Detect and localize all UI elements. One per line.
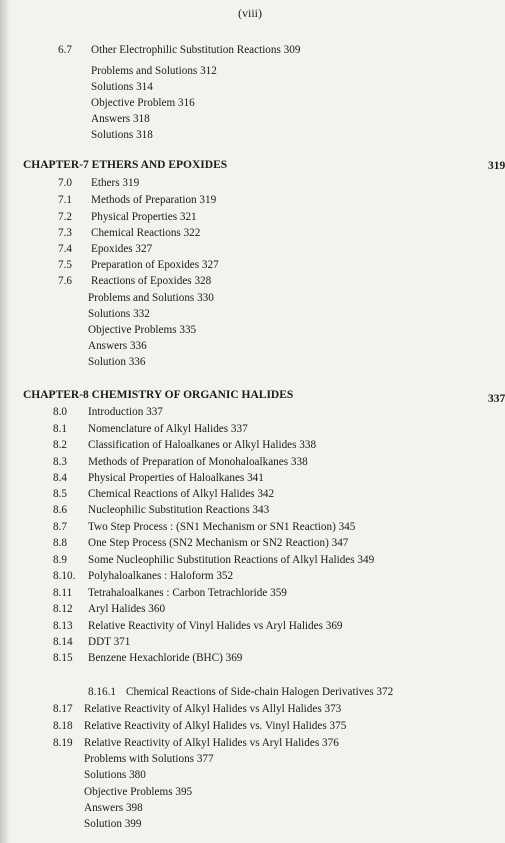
entry-number: 8.18 [53,720,73,732]
entry-title: Nucleophilic Substitution Reactions 343 [88,504,270,516]
entry-number: 8.8 [53,537,67,549]
entry-title: Relative Reactivity of Vinyl Halides vs Aryl Halides 369 [88,620,343,632]
entry-title: Solution 399 [84,818,142,830]
entry-number: 8.2 [53,439,67,451]
entry-title: Relative Reactivity of Alkyl Halides vs Allyl Halides 373 [84,703,342,715]
entry-title: Objective Problems 395 [84,786,193,798]
entry-title: Problems and Solutions 330 [88,292,214,304]
entry-title: Relative Reactivity of Alkyl Halides vs Aryl Halides 376 [84,737,339,749]
entry-title: Epoxides 327 [91,243,153,255]
entry-number: 8.3 [53,456,67,468]
entry-title: Problems with Solutions 377 [84,753,214,765]
entry-number: 8.5 [53,488,67,500]
entry-title: Benzene Hexachloride (BHC) 369 [88,652,243,664]
chapter-page: 319 [488,160,505,172]
entry-title: Objective Problems 335 [88,324,197,336]
entry-number: 6.7 [58,44,72,56]
chapter-heading [23,388,505,405]
entry-title: Solutions 332 [88,308,150,320]
page-folio: (viii) [238,6,262,20]
entry-title: Chemical Reactions 322 [91,227,201,239]
entry-title: Answers 398 [84,802,143,814]
entry-title: Physical Properties of Haloalkanes 341 [88,472,264,484]
entry-title: Problems and Solutions 312 [91,65,217,77]
entry-number: 8.7 [53,521,67,533]
chapter-heading [23,158,505,172]
entry-number: 7.2 [58,211,72,223]
entry-title: Physical Properties 321 [91,211,197,223]
entry-title: Answers 336 [88,340,147,352]
entry-number: 7.5 [58,259,72,271]
subentry-number: 8.16.1 [88,686,116,698]
entry-title: Polyhaloalkanes : Haloform 352 [88,570,234,582]
entry-number: 8.19 [53,737,73,749]
entry-number: 8.10. [53,570,76,582]
entry-title: Answers 318 [91,113,150,125]
entry-number: 8.6 [53,504,67,516]
entry-title: Introduction 337 [88,406,163,418]
entry-title: Ethers 319 [91,177,140,189]
entry-number: 8.17 [53,703,73,715]
entry-number: 7.0 [58,177,72,189]
entry-title: Chemical Reactions of Side-chain Halogen Derivatives 372 [126,686,394,698]
entry-number: 8.4 [53,472,67,484]
entry-title: Preparation of Epoxides 327 [91,259,219,271]
entry-title: Reactions of Epoxides 328 [91,275,212,287]
entry-title: One Step Process (SN2 Mechanism or SN2 Reaction) 347 [88,537,349,549]
entry-title: Two Step Process : (SN1 Mechanism or SN1 Reaction) 345 [88,521,356,533]
entry-number: 8.9 [53,554,67,566]
entry-number: 8.1 [53,423,67,435]
entry-title: Solutions 318 [91,129,153,141]
entry-title: Objective Problem 316 [91,97,195,109]
entry-title: Methods of Preparation 319 [91,194,217,206]
entry-number: 8.15 [53,652,73,664]
entry-number: 7.1 [58,194,72,206]
entry-title: Aryl Halides 360 [88,603,166,615]
entry-title: Solution 336 [88,356,146,368]
entry-number: 8.14 [53,636,73,648]
entry-title: Classification of Haloalkanes or Alkyl Halides 338 [88,439,317,451]
chapter-title: CHAPTER-7 ETHERS AND EPOXIDES [23,159,228,171]
entry-number: 7.6 [58,275,72,287]
entry-title: Solutions 314 [91,81,153,93]
page-edge-shadow [0,0,10,843]
entry-number: 8.13 [53,620,73,632]
entry-title: Relative Reactivity of Alkyl Halides vs. Vinyl Halides 375 [84,720,347,732]
entry-title: Chemical Reactions of Alkyl Halides 342 [88,488,275,500]
entry-title: Some Nucleophilic Substitution Reactions of Alkyl Halides 349 [88,554,375,566]
entry-title: Nomenclature of Alkyl Halides 337 [88,423,248,435]
entry-title: Solutions 380 [84,769,146,781]
entry-title: Other Electrophilic Substitution Reactions 309 [91,44,301,56]
entry-number: 8.12 [53,603,73,615]
entry-number: 8.0 [53,406,67,418]
entry-title: DDT 371 [88,636,131,648]
entry-number: 7.4 [58,243,72,255]
chapter-page: 337 [488,393,505,405]
entry-number: 8.11 [53,587,73,599]
entry-title: Tetrahaloalkanes : Carbon Tetrachloride 359 [88,587,287,599]
chapter-title: CHAPTER-8 CHEMISTRY OF ORGANIC HALIDES [23,389,294,401]
entry-title: Methods of Preparation of Monohaloalkanes 338 [88,456,308,468]
entry-number: 7.3 [58,227,72,239]
